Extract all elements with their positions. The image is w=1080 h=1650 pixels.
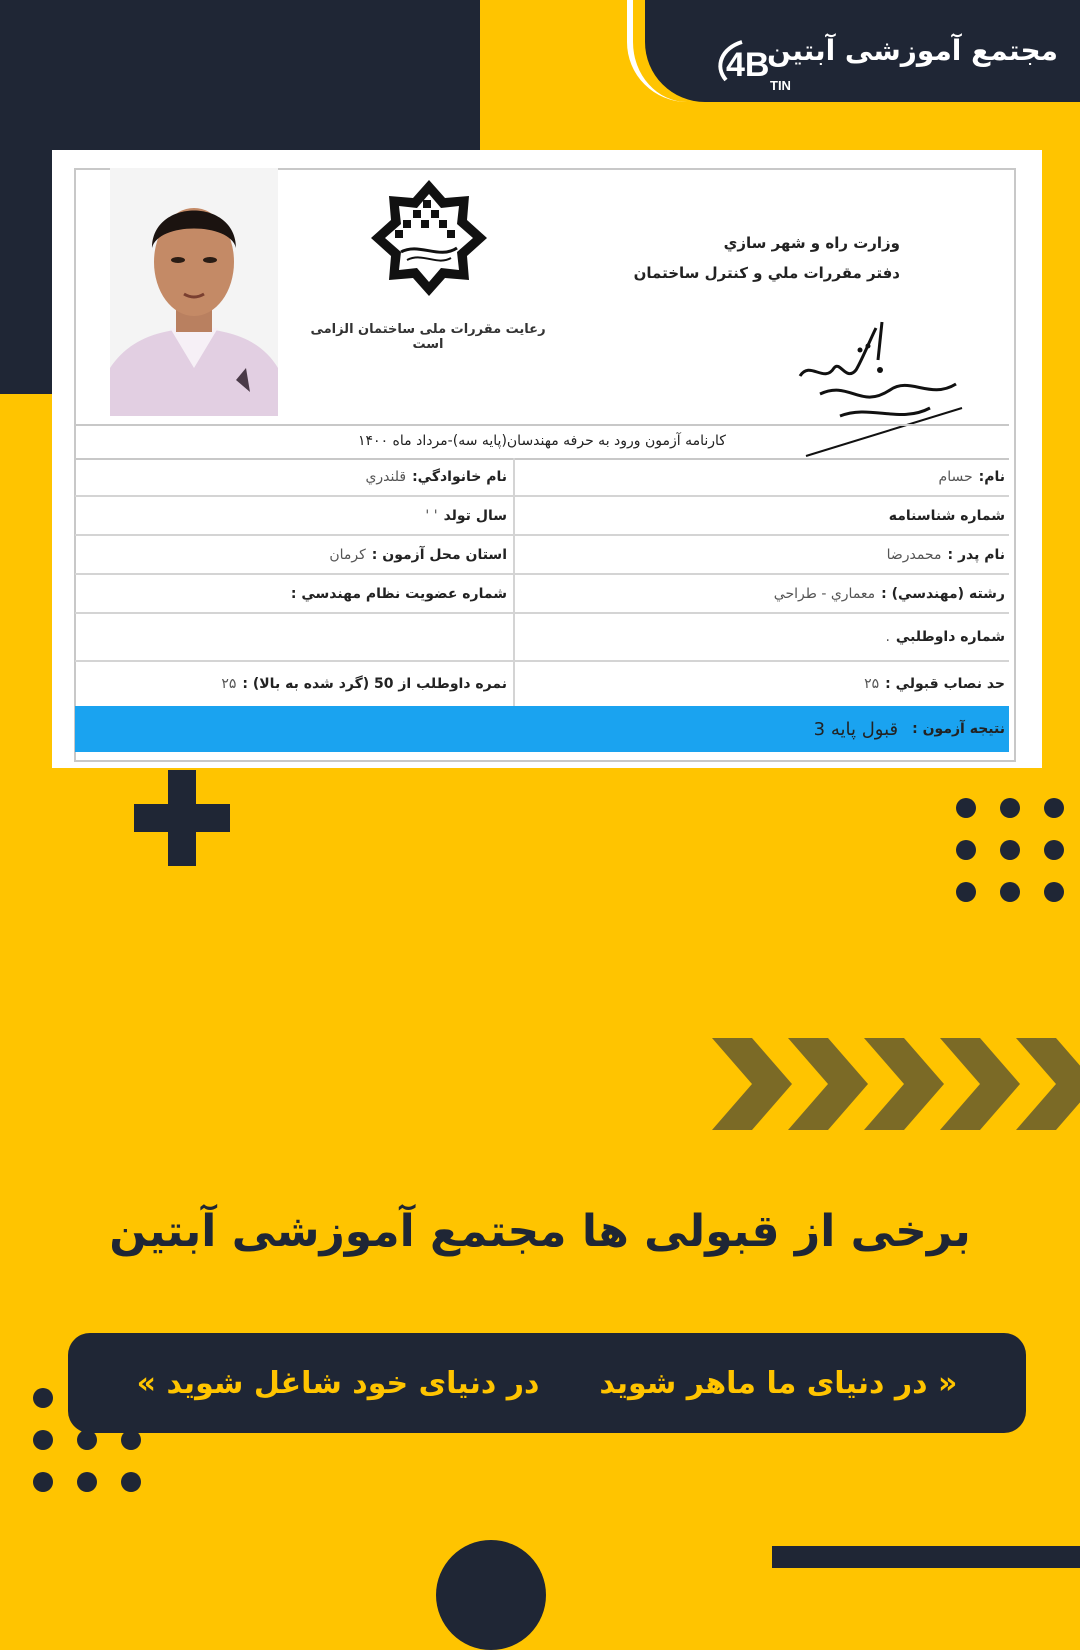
id-number-label: شماره شناسنامه <box>888 507 1005 524</box>
father-name-value: محمدرضا <box>886 546 942 563</box>
ministry-line-2: دفتر مقررات ملي و كنترل ساختمان <box>633 264 900 282</box>
name-value: حسام <box>938 468 973 485</box>
plus-icon <box>134 770 230 866</box>
dot-grid-bottom-left <box>33 1388 143 1492</box>
family-name-value: قلندري <box>365 468 407 485</box>
left-navy-strip <box>0 150 52 394</box>
father-name-label: نام پدر : <box>947 546 1005 563</box>
birth-year-label: سال تولد <box>443 507 507 524</box>
table-row <box>75 536 1009 575</box>
exam-province-label: استان محل آزمون : <box>371 546 507 563</box>
pass-threshold-value: ۲۵ <box>864 676 880 692</box>
table-row <box>75 458 1009 497</box>
table-row <box>75 497 1009 536</box>
certificate-table <box>75 458 1009 708</box>
dot-grid-top-right <box>956 798 1066 902</box>
name-label: نام: <box>978 468 1005 485</box>
field-label: رشته (مهندسي) : <box>881 585 1005 602</box>
slogan-part-2: در دنیای خود شاغل شوید » <box>136 1365 540 1401</box>
field-value: معماري - طراحي <box>773 585 876 602</box>
membership-number-label: شماره عضويت نظام مهندسي : <box>290 585 507 602</box>
seal-caption: رعايت مقررات ملی ساختمان الزامی است <box>310 322 546 352</box>
table-row <box>75 614 1009 662</box>
brand-header <box>645 0 1080 102</box>
seal-logo-icon <box>354 178 504 298</box>
table-row <box>75 575 1009 614</box>
bottom-bar-decoration <box>772 1546 1080 1568</box>
birth-year-value: ' ' <box>425 507 438 524</box>
brand-name: مجتمع آموزشی آبتین <box>767 34 1058 67</box>
exam-result-label: نتيجه آزمون : <box>912 721 1005 737</box>
chevron-arrows-icon <box>712 1038 1080 1130</box>
candidate-number-value: . <box>885 629 890 645</box>
exam-result-bar <box>75 706 1009 752</box>
slogan-banner <box>68 1333 1026 1433</box>
top-left-navy-block <box>0 0 480 150</box>
candidate-score-label: نمره داوطلب از 50 (گرد شده به بالا) : <box>242 676 507 692</box>
table-row <box>75 662 1009 708</box>
candidate-score-value: ۲۵ <box>221 676 237 692</box>
slogan-part-1: « در دنیای ما ماهر شوید <box>599 1365 958 1401</box>
candidate-number-label: شماره داوطلبي <box>895 629 1005 645</box>
ministry-header <box>634 228 900 288</box>
report-title: كارنامه آزمون ورود به حرفه مهندسان(پايه سه)-مرداد ماه ۱۴۰۰ <box>75 424 1009 460</box>
logo-text: 4B <box>726 46 770 84</box>
ministry-line-1: وزارت راه و شهر سازي <box>723 234 900 252</box>
brand-logo-icon <box>712 36 802 94</box>
bottom-circle-decoration <box>436 1540 546 1650</box>
family-name-label: نام خانوادگي: <box>412 468 507 485</box>
candidate-photo <box>110 168 278 416</box>
exam-province-value: كرمان <box>329 546 366 563</box>
headline: برخی از قبولی ها مجتمع آموزشی آبتین <box>109 1206 971 1257</box>
pass-threshold-label: حد نصاب قبولي : <box>885 676 1005 692</box>
exam-result-value: قبول پايه 3 <box>813 718 899 740</box>
logo-sub-text: TIN <box>770 78 791 93</box>
